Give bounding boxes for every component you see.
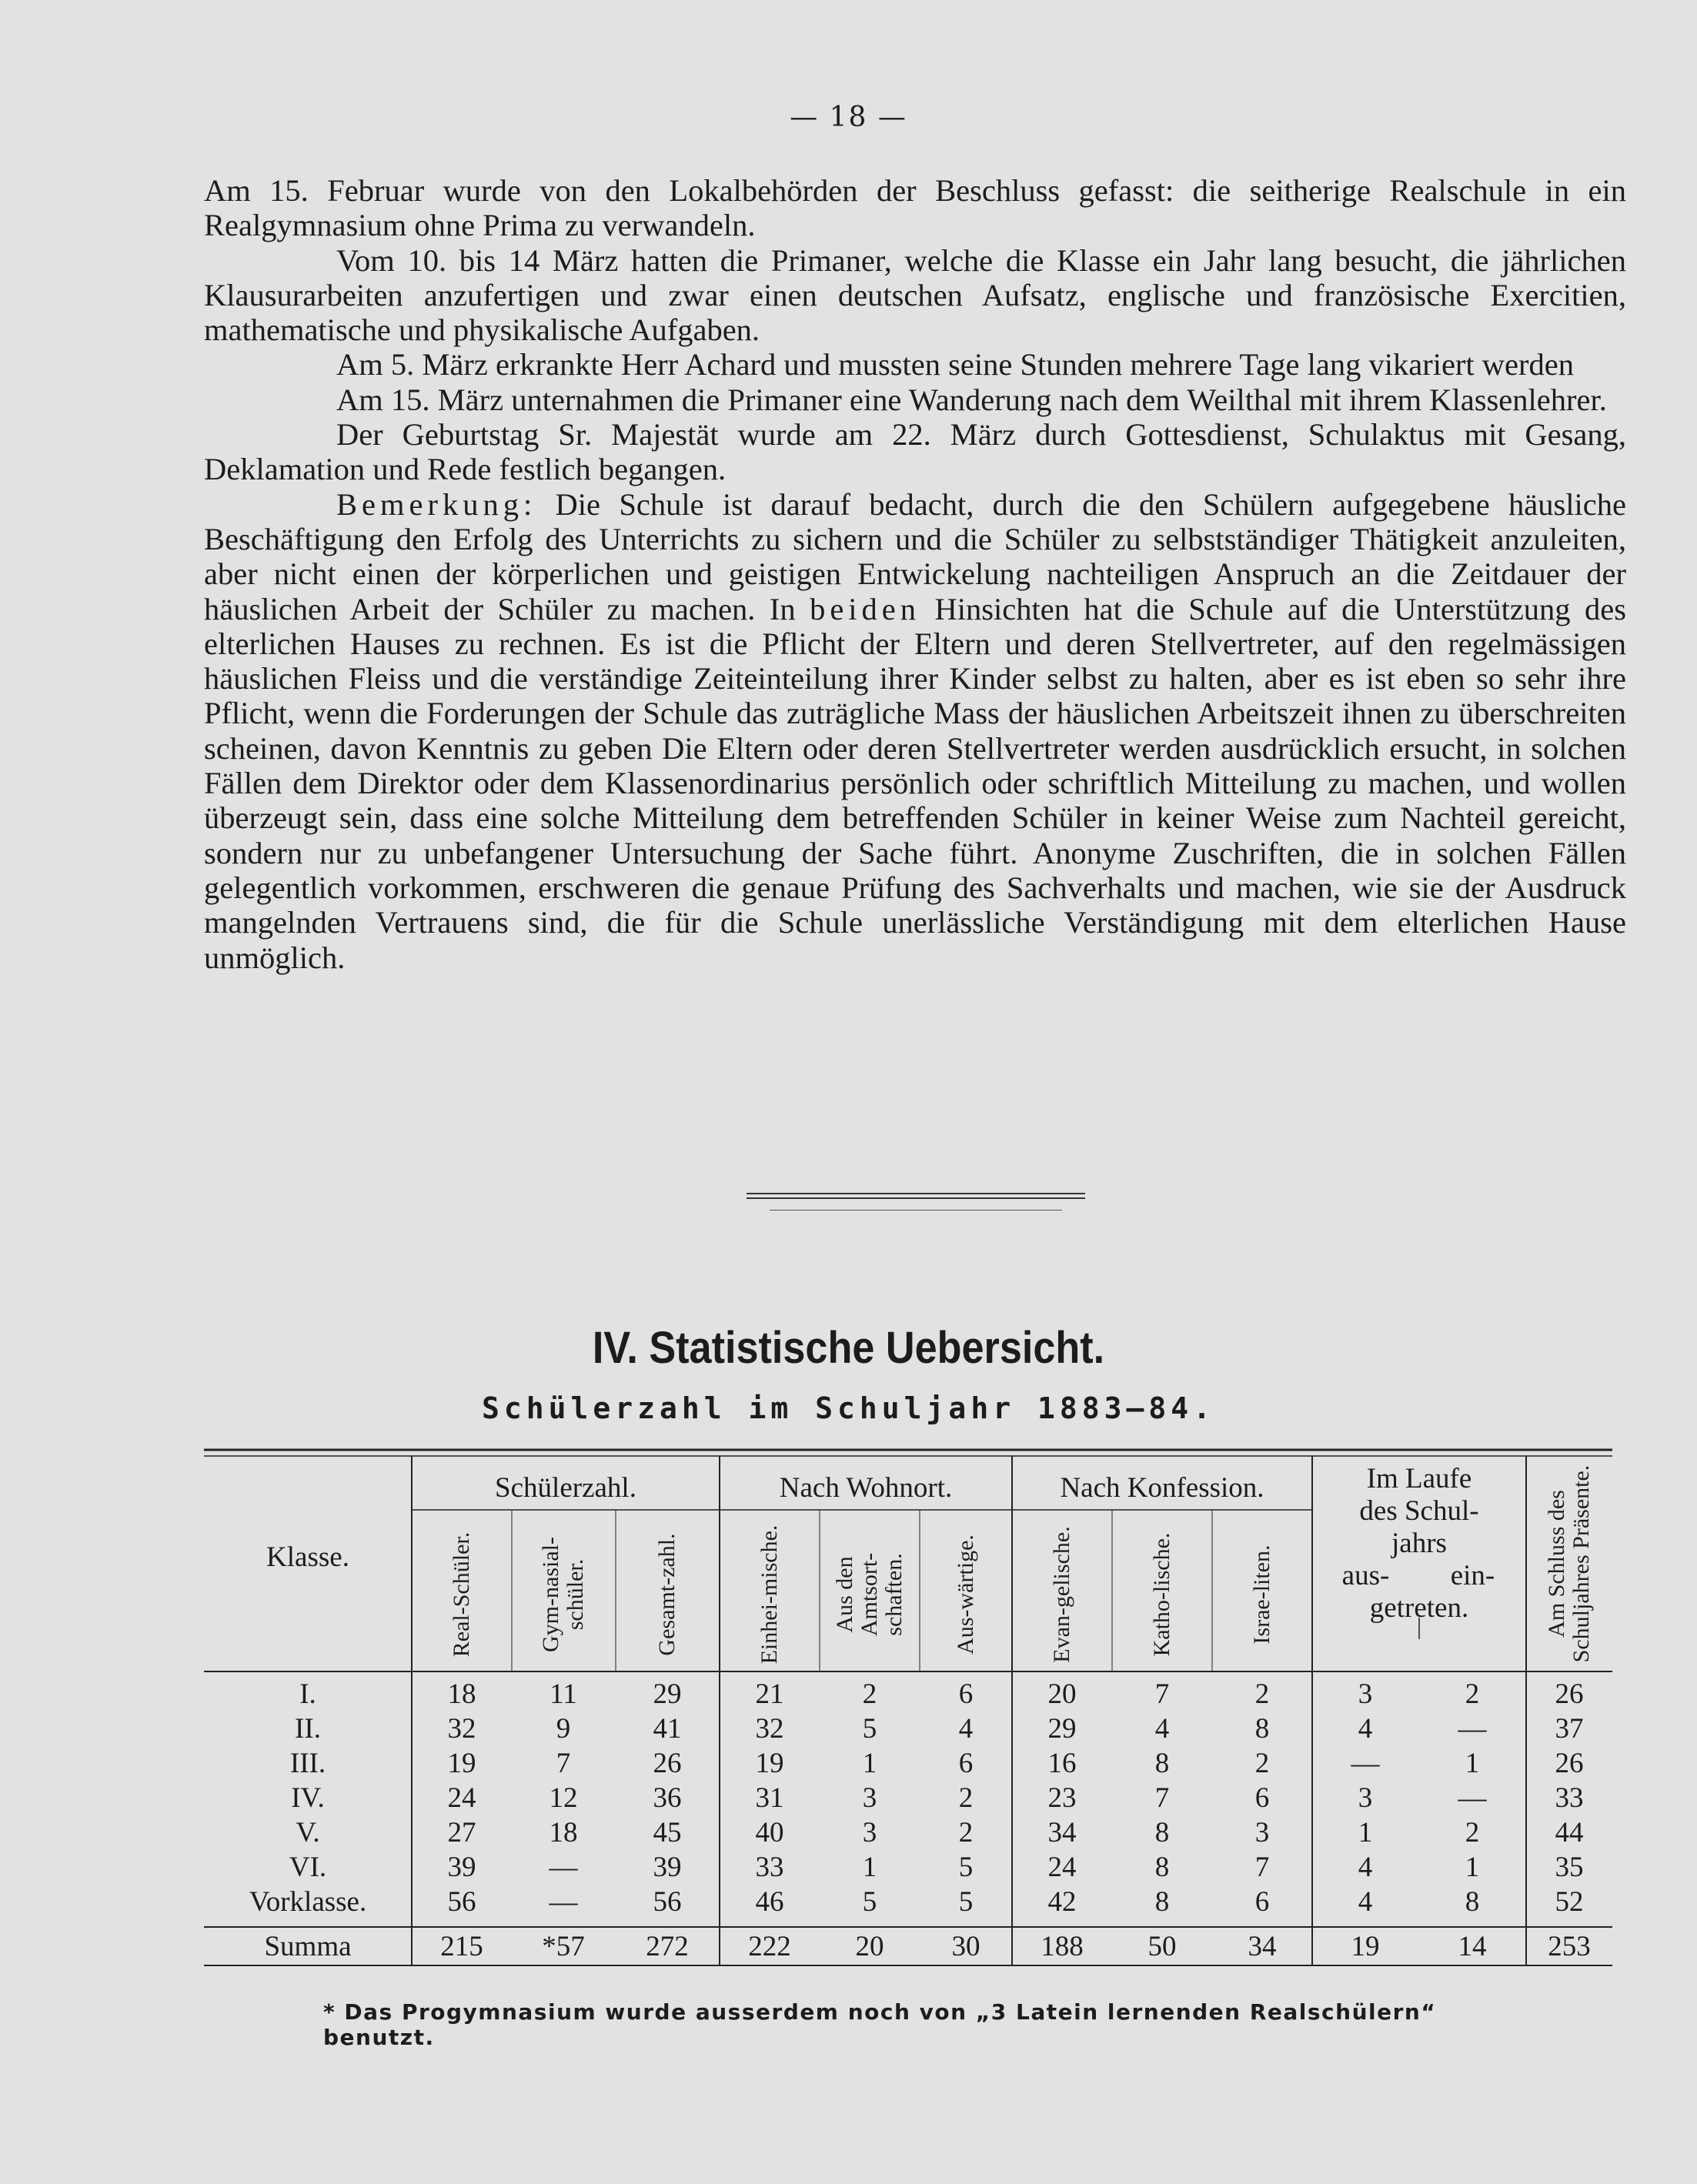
table-cell: 8	[1154, 1817, 1170, 1848]
table-cell: 2	[862, 1678, 877, 1710]
group-header-laufe: getreten.	[1369, 1592, 1469, 1624]
table-cell: 18	[447, 1678, 476, 1710]
table-cell: 7	[1254, 1852, 1270, 1883]
table-cell: 56	[653, 1886, 682, 1918]
table-cell: 36	[653, 1782, 682, 1814]
table-cell: 11	[550, 1678, 577, 1710]
separator-rule-thin	[770, 1210, 1062, 1211]
column-header: Israe-liten.	[1249, 1544, 1274, 1645]
table-cell: 26	[1555, 1678, 1584, 1710]
summa-cell: 50	[1147, 1931, 1177, 1962]
row-label: II.	[295, 1713, 321, 1745]
column-header: Real-Schüler.	[449, 1531, 474, 1658]
table-cell: 8	[1154, 1748, 1170, 1779]
table-cell: 26	[653, 1748, 682, 1779]
page-number: — 18 —	[790, 102, 907, 133]
paragraph: Am 5. März erkrankte Herr Achard und mussten seine Stunden mehrere Tage lang vikariert werden	[336, 347, 1574, 382]
row-label: VI.	[289, 1852, 327, 1883]
paragraph: Am 15. März unternahmen die Primaner eine Wanderung nach dem Weilthal mit ihrem Klassenlehrer.	[336, 382, 1607, 417]
table-title: Schülerzahl im Schuljahr 1883–84.	[482, 1391, 1215, 1425]
table-cell: 40	[755, 1817, 784, 1848]
table-cell: 8	[1254, 1713, 1270, 1745]
summa-cell: 272	[646, 1931, 689, 1962]
table-cell: 32	[447, 1713, 476, 1745]
table-cell: 5	[958, 1852, 974, 1883]
table-cell: 2	[1254, 1748, 1270, 1779]
table-cell: —	[1351, 1748, 1380, 1779]
table-cell: 4	[958, 1713, 974, 1745]
table-cell: 33	[1555, 1782, 1584, 1814]
row-label: III.	[289, 1748, 326, 1779]
table-cell: 26	[1555, 1748, 1584, 1779]
summa-cell: 222	[748, 1931, 791, 1962]
table-cell: —	[549, 1886, 578, 1918]
group-header-laufe: des Schul-	[1359, 1495, 1479, 1527]
summa-cell: 30	[951, 1931, 980, 1962]
table-cell: 3	[1358, 1782, 1373, 1814]
table-cell: 8	[1154, 1886, 1170, 1918]
table-cell: 16	[1047, 1748, 1077, 1779]
paragraph: Vom 10. bis 14 März hatten die Primaner, welche die Klasse ein Jahr lang besucht, die jährlichen Klausurarbeiten anzufertigen und zwar einen deutschen Aufsatz, englische und französische Exercitien, mathematische und physikalische Aufgaben.	[204, 242, 1626, 348]
table-cell: 6	[1254, 1782, 1270, 1814]
summa-cell: 19	[1351, 1931, 1380, 1962]
section-title: IV. Statistische Uebersicht.	[592, 1323, 1105, 1373]
column-header: Einhei-mische.	[757, 1524, 782, 1665]
statistics-table	[204, 1448, 1612, 1979]
table-cell: —	[1458, 1713, 1487, 1745]
table-cell: 6	[1254, 1886, 1270, 1918]
row-label: V.	[296, 1817, 320, 1848]
table-cell: 41	[653, 1713, 682, 1745]
group-header-laufe-ein: ein-	[1450, 1560, 1495, 1591]
table-cell: 39	[447, 1852, 476, 1883]
summa-label: Summa	[264, 1931, 352, 1962]
table-cell: 6	[958, 1748, 974, 1779]
table-cell: —	[1458, 1782, 1487, 1814]
header-klasse: Klasse.	[266, 1541, 349, 1573]
table-cell: 34	[1047, 1817, 1077, 1848]
summa-cell: *57	[542, 1931, 585, 1962]
table-cell: 3	[1358, 1678, 1373, 1710]
table-cell: 5	[958, 1886, 974, 1918]
table-cell: 2	[1254, 1678, 1270, 1710]
table-cell: 1	[862, 1852, 877, 1883]
summa-cell: 14	[1458, 1931, 1487, 1962]
table-cell: 12	[549, 1782, 578, 1814]
table-cell: 29	[653, 1678, 682, 1710]
table-cell: 2	[1465, 1678, 1480, 1710]
summa-cell: 34	[1248, 1931, 1277, 1962]
table-cell: 8	[1465, 1886, 1480, 1918]
table-cell: —	[549, 1852, 578, 1883]
remark-text: Die Schule ist darauf bedacht, durch die den Schülern aufgegebene häusliche Beschäftigung den Erfolg des Unterrichts zu sichern und die Schüler zu selbstständiger Thätigkeit anzuleiten, aber nicht einen der körperlichen und geistigen Entwickelung nachteiligen Anspruch an die Zeitdauer der häuslichen Arbeit der Schüler zu machen. In	[204, 486, 1626, 626]
table-cell: 4	[1358, 1713, 1373, 1745]
table-cell: 4	[1358, 1852, 1373, 1883]
body-text	[204, 173, 1626, 975]
column-header: Evan-gelische.	[1049, 1526, 1074, 1663]
group-header-schluss: Am Schluss des Schuljahres Präsente.	[1544, 1464, 1594, 1663]
table-cell: 3	[862, 1782, 877, 1814]
table-cell: 31	[755, 1782, 784, 1814]
table-cell: 19	[447, 1748, 476, 1779]
table-cell: 1	[1465, 1748, 1480, 1779]
table-cell: 21	[755, 1678, 784, 1710]
table-cell: 1	[1358, 1817, 1373, 1848]
group-header-laufe: Im Laufe	[1366, 1463, 1472, 1494]
summa-cell: 215	[440, 1931, 483, 1962]
column-header: Aus-wärtige.	[953, 1534, 978, 1655]
table-cell: 7	[556, 1748, 571, 1779]
table-cell: 2	[958, 1782, 974, 1814]
table-cell: 32	[755, 1713, 784, 1745]
separator-rule	[747, 1193, 1085, 1199]
table-cell: 46	[755, 1886, 784, 1918]
column-header: Gesamt-zahl.	[654, 1533, 680, 1656]
table-cell: 45	[653, 1817, 682, 1848]
table-cell: 20	[1047, 1678, 1077, 1710]
table-cell: 1	[862, 1748, 877, 1779]
remark-text: Hinsichten hat die Schule auf die Unterstützung des elterlichen Hauses zu rechnen. Es ist die Pflicht der Eltern und deren Stellvertreter, auf den regelmässigen häuslichen Fleiss und die verständige Zeiteinteilung ihrer Kinder selbst zu halten, aber es ist eben so sehr ihre Pflicht, wenn die Forderungen der Schule das zuträgliche Mass der häuslichen Arbeitszeit ihnen zu überschreiten scheinen, davon Kenntnis zu geben Die Eltern oder deren Stellvertreter werden ausdrücklich ersucht, in solchen Fällen dem Direktor oder dem Klassenordinarius persönlich oder schriftlich Mitteilung zu machen, und wollen überzeugt sein, dass eine solche Mitteilung dem betreffenden Schüler in keiner Weise zum Nachteil gereicht, sondern nur zu unbefangener Untersuchung der Sache führt. Anonyme Zuschriften, die in solchen Fällen gelegentlich vorkommen, erschweren die genaue Prüfung des Sachverhalts und machen, wie sie der Ausdruck mangelnden Vertrauens sind, die für die Schule unerlässliche Verständigung mit dem elterlichen Hause unmöglich.	[204, 591, 1626, 975]
table-cell: 39	[653, 1852, 682, 1883]
summa-cell: 253	[1548, 1931, 1591, 1962]
remark-paragraph	[204, 487, 1626, 975]
table-cell: 19	[755, 1748, 784, 1779]
summa-cell: 188	[1041, 1931, 1084, 1962]
group-header-wohnort: Nach Wohnort.	[779, 1472, 953, 1504]
group-header-laufe-aus: aus-	[1341, 1560, 1390, 1591]
table-cell: 7	[1154, 1782, 1170, 1814]
table-cell: 33	[755, 1852, 784, 1883]
paragraph: Der Geburtstag Sr. Majestät wurde am 22. März durch Gottesdienst, Schulaktus mit Gesang, Deklamation und Rede festlich begangen.	[204, 417, 1626, 487]
summa-cell: 20	[855, 1931, 884, 1962]
footnote: * Das Progymnasium wurde ausserdem noch von „3 Latein lernenden Realschülern“ benutzt.	[323, 1999, 1437, 2050]
table-cell: 9	[556, 1713, 571, 1745]
table-cell: 18	[549, 1817, 578, 1848]
table-cell: 5	[862, 1713, 877, 1745]
table-cell: 24	[1047, 1852, 1077, 1883]
table-cell: 1	[1465, 1852, 1480, 1883]
column-header: Aus den Amtsort-schaften.	[832, 1552, 907, 1637]
table-cell: 27	[447, 1817, 476, 1848]
group-header-laufe: jahrs	[1391, 1528, 1447, 1559]
table-cell: 24	[447, 1782, 476, 1814]
table-cell: 8	[1154, 1852, 1170, 1883]
table-cell: 2	[1465, 1817, 1480, 1848]
paragraph: Am 15. Februar wurde von den Lokalbehörden der Beschluss gefasst: die seitherige Realschule in ein Realgymnasium ohne Prima zu verwandeln.	[204, 173, 1626, 243]
table-cell: 42	[1047, 1886, 1077, 1918]
group-header-konfession: Nach Konfession.	[1060, 1472, 1264, 1504]
table-cell: 5	[862, 1886, 877, 1918]
column-header: Gym-nasial-schüler.	[538, 1537, 588, 1652]
column-header: Katho-lische.	[1149, 1532, 1174, 1657]
table-cell: 56	[447, 1886, 476, 1918]
table-cell: 6	[958, 1678, 974, 1710]
row-label: I.	[299, 1678, 316, 1710]
table-cell: 52	[1555, 1886, 1584, 1918]
remark-emphasis: beiden	[810, 591, 921, 626]
table-cell: 29	[1047, 1713, 1077, 1745]
table-cell: 2	[958, 1817, 974, 1848]
table-cell: 23	[1047, 1782, 1077, 1814]
table-cell: 3	[862, 1817, 877, 1848]
table-cell: 4	[1154, 1713, 1170, 1745]
row-label: IV.	[291, 1782, 325, 1814]
table-cell: 4	[1358, 1886, 1373, 1918]
table-cell: 35	[1555, 1852, 1584, 1883]
table-cell: 7	[1154, 1678, 1170, 1710]
table-cell: 3	[1254, 1817, 1270, 1848]
row-label: Vorklasse.	[249, 1886, 367, 1918]
group-header-schuelerzahl: Schülerzahl.	[495, 1472, 636, 1504]
table-cell: 37	[1555, 1713, 1584, 1745]
table-cell: 44	[1555, 1817, 1584, 1848]
remark-label: Bemerkung:	[336, 486, 537, 522]
